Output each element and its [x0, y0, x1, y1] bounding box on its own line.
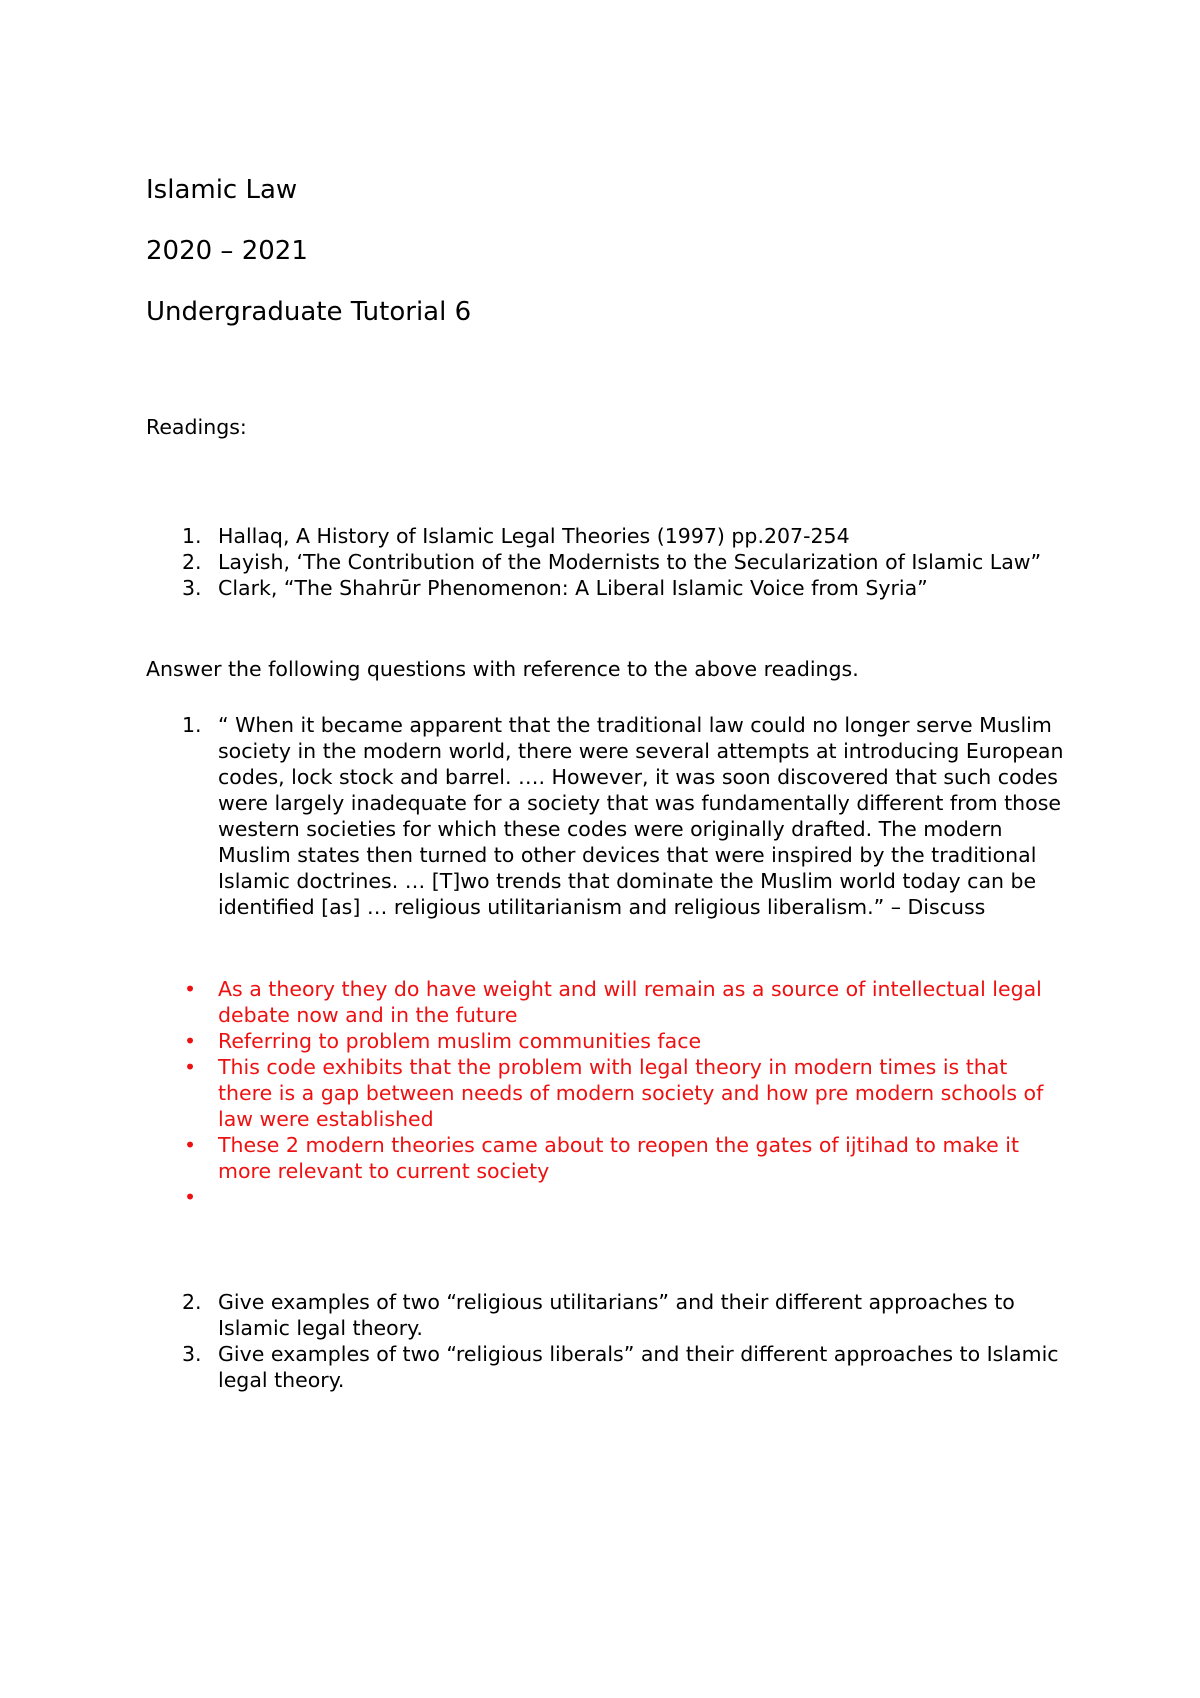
reading-text: Layish, ‘The Contribution of the Modernists to the Secularization of Islamic Law” [218, 550, 1042, 574]
note-text: Referring to problem muslim communities face [218, 1029, 702, 1053]
question-list-first [146, 712, 1066, 920]
readings-label: Readings: [146, 415, 247, 439]
question-item [146, 712, 1066, 920]
reading-text: Hallaq, A History of Islamic Legal Theories (1997) pp.207-254 [218, 524, 850, 548]
reading-item [146, 549, 1066, 575]
question-list-rest [146, 1289, 1066, 1393]
instruction-text: Answer the following questions with reference to the above readings. [146, 657, 859, 681]
question-item [146, 1289, 1066, 1341]
note-item [146, 976, 1066, 1028]
note-text: As a theory they do have weight and will remain as a source of intellectual legal debate now and in the future [218, 977, 1042, 1027]
question-item [146, 1341, 1066, 1393]
bullet-icon: • [184, 1029, 197, 1053]
note-item [146, 1028, 1066, 1054]
question-text: Give examples of two “religious liberals” and their different approaches to Islamic legal theory. [218, 1342, 1059, 1392]
list-number: 1. [182, 713, 202, 737]
bullet-icon: • [184, 977, 197, 1001]
bullet-icon: • [184, 1055, 197, 1079]
question-text: Give examples of two “religious utilitarians” and their different approaches to Islamic legal theory. [218, 1290, 1015, 1340]
reading-item [146, 575, 1066, 601]
note-text: This code exhibits that the problem with legal theory in modern times is that there is a gap between needs of modern society and how pre modern schools of law were established [218, 1055, 1044, 1131]
reading-item [146, 523, 1066, 549]
list-number: 1. [182, 524, 202, 548]
note-item [146, 1054, 1066, 1132]
tutorial-title: Undergraduate Tutorial 6 [146, 297, 472, 327]
note-text: These 2 modern theories came about to reopen the gates of ijtihad to make it more relevant to current society [218, 1133, 1019, 1183]
list-number: 2. [182, 550, 202, 574]
note-item-empty [146, 1184, 1066, 1210]
bullet-icon: • [184, 1133, 197, 1157]
answer-notes-list [146, 976, 1066, 1210]
question-text: “ When it became apparent that the traditional law could no longer serve Muslim society in the modern world, there were several attempts at introducing European codes, lock stock and barrel. …. However, it was soon discovered that such codes were largely inadequate for a society that was fundamentally different from those western societies for which these codes were originally drafted. The modern Muslim states then turned to other devices that were inspired by the traditional Islamic doctrines. … [T]wo trends that dominate the Muslim world today can be identified [as] … religious utilitarianism and religious liberalism.” – Discuss [218, 713, 1064, 919]
list-number: 3. [182, 576, 202, 600]
readings-list [146, 523, 1066, 601]
bullet-icon: • [184, 1185, 197, 1209]
reading-text: Clark, “The Shahrūr Phenomenon: A Liberal Islamic Voice from Syria” [218, 576, 928, 600]
note-item [146, 1132, 1066, 1184]
list-number: 3. [182, 1342, 202, 1366]
list-number: 2. [182, 1290, 202, 1314]
academic-year: 2020 – 2021 [146, 236, 308, 266]
course-title: Islamic Law [146, 175, 298, 205]
